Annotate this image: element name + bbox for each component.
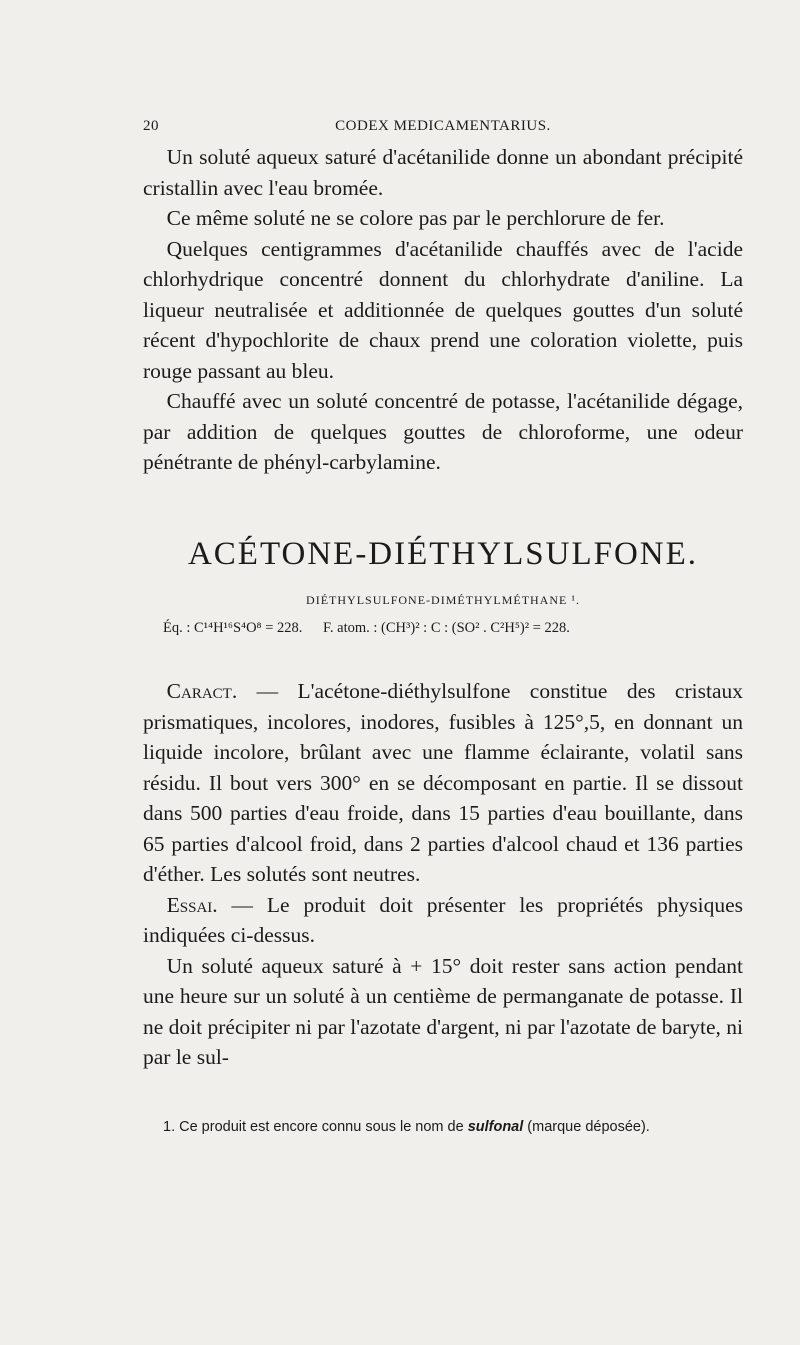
footnote-marker: 1. — [163, 1119, 176, 1135]
footnote-text: Ce produit est encore connu sous le nom de — [175, 1119, 468, 1135]
formula-line — [163, 620, 743, 637]
essai-text: — Le produit doit présenter les propriétés physiques indiquées ci-dessus. — [143, 892, 743, 947]
footnote — [163, 1119, 743, 1135]
page-header — [143, 118, 743, 138]
paragraph: Un soluté aqueux saturé à + 15° doit rester sans action pendant une heure sur un soluté à un centième de permanganate de potasse. Il ne doit précipiter ni par l'azotate d'argent, ni par l'azotate de baryte, ni par le sul- — [143, 953, 743, 1069]
paragraph: Un soluté aqueux saturé d'acétanilide donne un abondant précipité cristallin avec l'eau bromée. — [143, 145, 743, 200]
section-subtitle: DIÉTHYLSULFONE-DIMÉTHYLMÉTHANE ¹. — [306, 593, 580, 607]
paragraph: Quelques centigrammes d'acétanilide chauffés avec de l'acide chlorhydrique concentré donnent du chlorhydrate d'aniline. La liqueur neutralisée et additionnée de quelques gouttes d'un soluté récent d'hypochlorite de chaux prend une coloration violette, puis rouge passant au bleu. — [143, 236, 743, 383]
caract-text: — L'acétone-diéthylsulfone constitue des cristaux prismatiques, incolores, inodores, fusibles à 125°,5, en donnant un liquide incolore, brûlant avec une flamme éclairante, volatil sans résidu. Il bout vers 300° en se décomposant en partie. Il se dissout dans 500 parties d'eau froide, dans 15 parties d'eau bouillante, dans 65 parties d'alcool froid, dans 2 parties d'alcool chaud et 136 parties d'éther. Les solutés sont neutres. — [143, 679, 743, 886]
running-title: CODEX MEDICAMENTARIUS. — [335, 118, 551, 134]
section-title: ACÉTONE-DIÉTHYLSULFONE. — [187, 536, 699, 572]
caracteres-paragraph — [143, 676, 743, 890]
intro-text — [143, 142, 743, 478]
atomic-formula: F. atom. : (CH³)² : C : (SO² . C²H⁵)² = 228. — [323, 620, 570, 636]
caract-label: Caract. — [166, 679, 238, 703]
essai-label: Essai. — [166, 892, 218, 917]
essai-paragraph — [143, 890, 743, 951]
footnote-italic: sulfonal — [467, 1119, 524, 1135]
equivalent-formula: Éq. : C¹⁴H¹⁶S⁴O⁸ = 228. — [163, 620, 303, 636]
paragraph: Chauffé avec un soluté concentré de potasse, l'acétanilide dégage, par addition de quelques gouttes de chloroforme, une odeur pénétrante de phényl-carbylamine. — [143, 389, 743, 474]
page-number: 20 — [143, 118, 159, 134]
body-text — [143, 676, 743, 1073]
paragraph: Ce même soluté ne se colore pas par le perchlorure de fer. — [166, 206, 665, 230]
footnote-text-end: (marque déposée). — [523, 1119, 650, 1135]
